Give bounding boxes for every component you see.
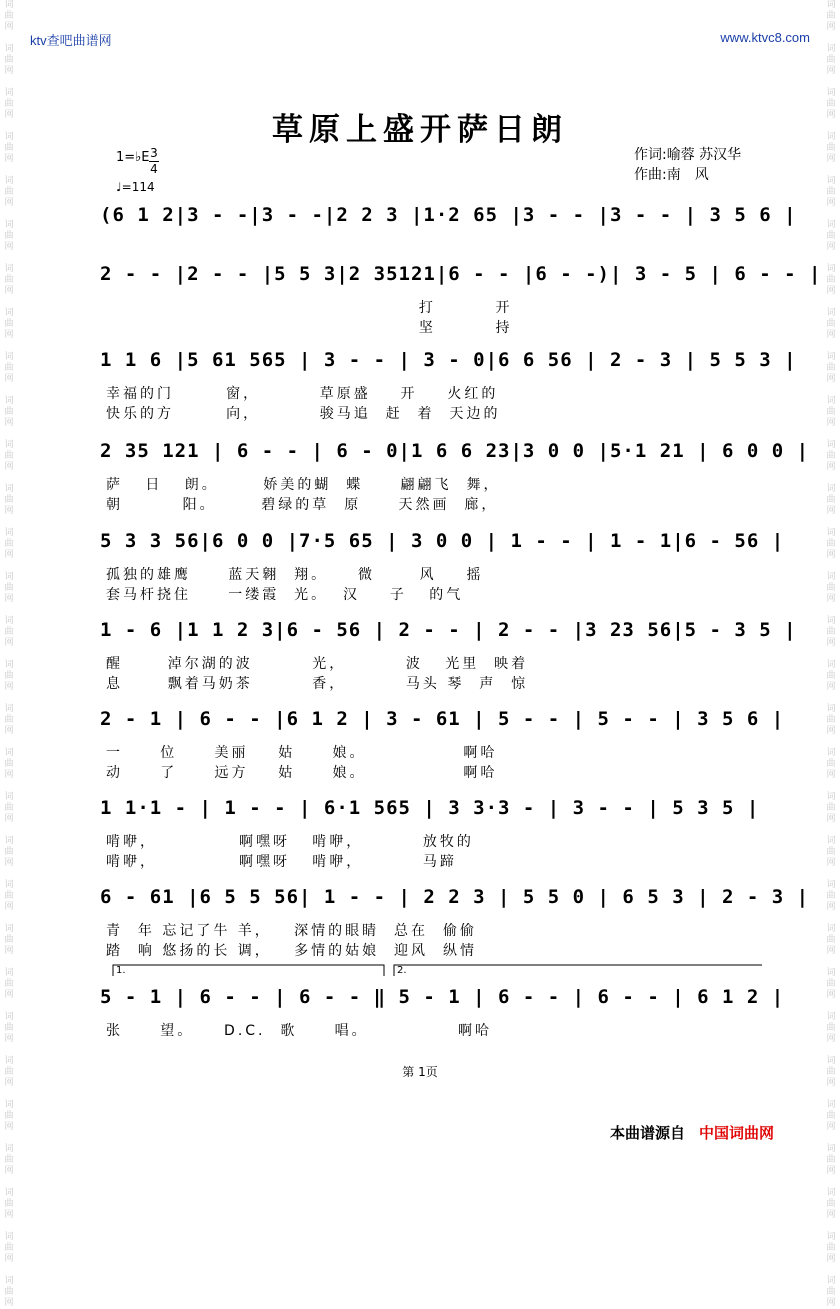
time-denominator: 4 [150, 162, 158, 176]
lyricist: 作词:喻蓉 苏汉华 [634, 147, 742, 163]
source-credit [610, 1122, 774, 1143]
notes-line: 5 - 1 | 6 - - | 6 - - ‖ 5 - 1 | 6 - - | 6 - - | 6 1 2 | [100, 986, 785, 1008]
volta-2: 2. [397, 965, 407, 976]
notes-line: 5 3 3 56|6 0 0 |7·5 65 | 3 0 0 | 1 - - | 1 - 1|6 - 56 | [100, 530, 785, 552]
watermark-right: 词 曲 网 词 曲 网 词 曲 网 词 曲 网 词 曲 网 词 曲 网 词 曲 网 词 曲 网 词 曲 网 词 曲 网 词 曲 网 词 曲 网 词 曲 网 词 曲 网 词 曲 网 词 曲 网 词 曲 网 词 曲 网 词 曲 网 词 曲 网 词 曲 网 词 曲 网 词 曲 网 词 曲 网 词 曲 网 词 曲 网 词 曲 网 词 曲 网 词 曲 网 词 曲 网 [826, 0, 836, 1308]
lyric-line-1: 青 年 忘记了牛 羊， 深情的眼睛 总在 偷偷 [106, 923, 477, 939]
notes-line: 6 - 61 |6 5 5 56| 1 - - | 2 2 3 | 5 5 0 | 6 5 3 | 2 - 3 | [100, 886, 810, 908]
page-number: 第 1页 [402, 1065, 438, 1079]
watermark-left: 词 曲 网 词 曲 网 词 曲 网 词 曲 网 词 曲 网 词 曲 网 词 曲 网 词 曲 网 词 曲 网 词 曲 网 词 曲 网 词 曲 网 词 曲 网 词 曲 网 词 曲 网 词 曲 网 词 曲 网 词 曲 网 词 曲 网 词 曲 网 词 曲 网 词 曲 网 词 曲 网 词 曲 网 词 曲 网 词 曲 网 词 曲 网 词 曲 网 词 曲 网 词 曲 网 [4, 0, 14, 1308]
notes-line: 2 - 1 | 6 - - |6 1 2 | 3 - 61 | 5 - - | 5 - - | 3 5 6 | [100, 708, 785, 730]
lyric-line-1: 啃咿， 啊嘿呀 啃咿， 放牧的 [106, 834, 474, 850]
lyric-line-2: 啃咿， 啊嘿呀 啃咿， 马蹄 [106, 854, 457, 870]
notes-line: 2 - - |2 - - |5 5 3|2 35121|6 - - |6 - -)| 3 - 5 | 6 - - | [100, 263, 822, 285]
lyric-line-2: 息 飘着马奶茶 香， 马头 琴 声 惊 [106, 676, 529, 692]
lyric-line-1: 打 开 [106, 300, 513, 316]
lyric-line-1: 一 位 美丽 姑 娘。 啊哈 [106, 745, 498, 761]
lyric-line-2: 快乐的方 向， 骏马追 赶 着 天边的 [106, 406, 501, 422]
lyric-line-2: 坚 持 [106, 320, 513, 336]
notes-line: 1 1 6 |5 61 565 | 3 - - | 3 - 0|6 6 56 | 2 - 3 | 5 5 3 | [100, 349, 797, 371]
notes-line: (6 1 2|3 - -|3 - -|2 2 3 |1·2 65 |3 - - |3 - - | 3 5 6 | [100, 204, 797, 226]
lyric-line-2: 动 了 远方 姑 娘。 啊哈 [106, 765, 498, 781]
lyric-line-2: 踏 响 悠扬的长 调， 多情的姑娘 迎风 纵情 [106, 943, 477, 959]
composer: 作曲:南 风 [634, 167, 709, 183]
song-title: 草原上盛开萨日朗 [272, 112, 568, 148]
time-numerator: 3 [150, 146, 158, 160]
source-site-link[interactable]: 中国词曲网 [699, 1124, 775, 1142]
site-link-right[interactable]: www.ktvc8.com [720, 30, 810, 45]
lyric-line-1: 萨 日 朗。 娇美的蝴 蝶 翩翩飞 舞， [106, 477, 501, 493]
notes-line: 1 1·1 - | 1 - - | 6·1 565 | 3 3·3 - | 3 - - | 5 3 5 | [100, 797, 760, 819]
lyric-line-1: 孤独的雄鹰 蓝天翱 翔。 微 风 摇 [106, 567, 484, 583]
lyric-line-1: 醒 淖尔湖的波 光， 波 光里 映着 [106, 656, 529, 672]
notes-line: 1 - 6 |1 1 2 3|6 - 56 | 2 - - | 2 - - |3 23 56|5 - 3 5 | [100, 619, 797, 641]
key-signature: 1=♭E [116, 150, 150, 165]
notes-line: 2 35 121 | 6 - - | 6 - 0|1 6 6 23|3 0 0 |5·1 21 | 6 0 0 | [100, 440, 810, 462]
lyric-line-1: 幸福的门 窗， 草原盛 开 火红的 [106, 386, 499, 402]
lyric-line-1: 张 望。 D.C. 歌 唱。 啊哈 [106, 1023, 493, 1039]
tempo-marking: ♩=114 [116, 180, 155, 194]
source-label: 本曲谱源自 [610, 1124, 686, 1142]
lyric-line-2: 套马杆挠住 一缕霞 光。 汉 子 的气 [106, 587, 464, 603]
site-link-left[interactable]: ktv查吧曲谱网 [30, 33, 112, 48]
lyric-line-2: 朝 阳。 碧绿的草 原 天然画 廊， [106, 497, 499, 513]
volta-1: 1. [116, 965, 126, 976]
